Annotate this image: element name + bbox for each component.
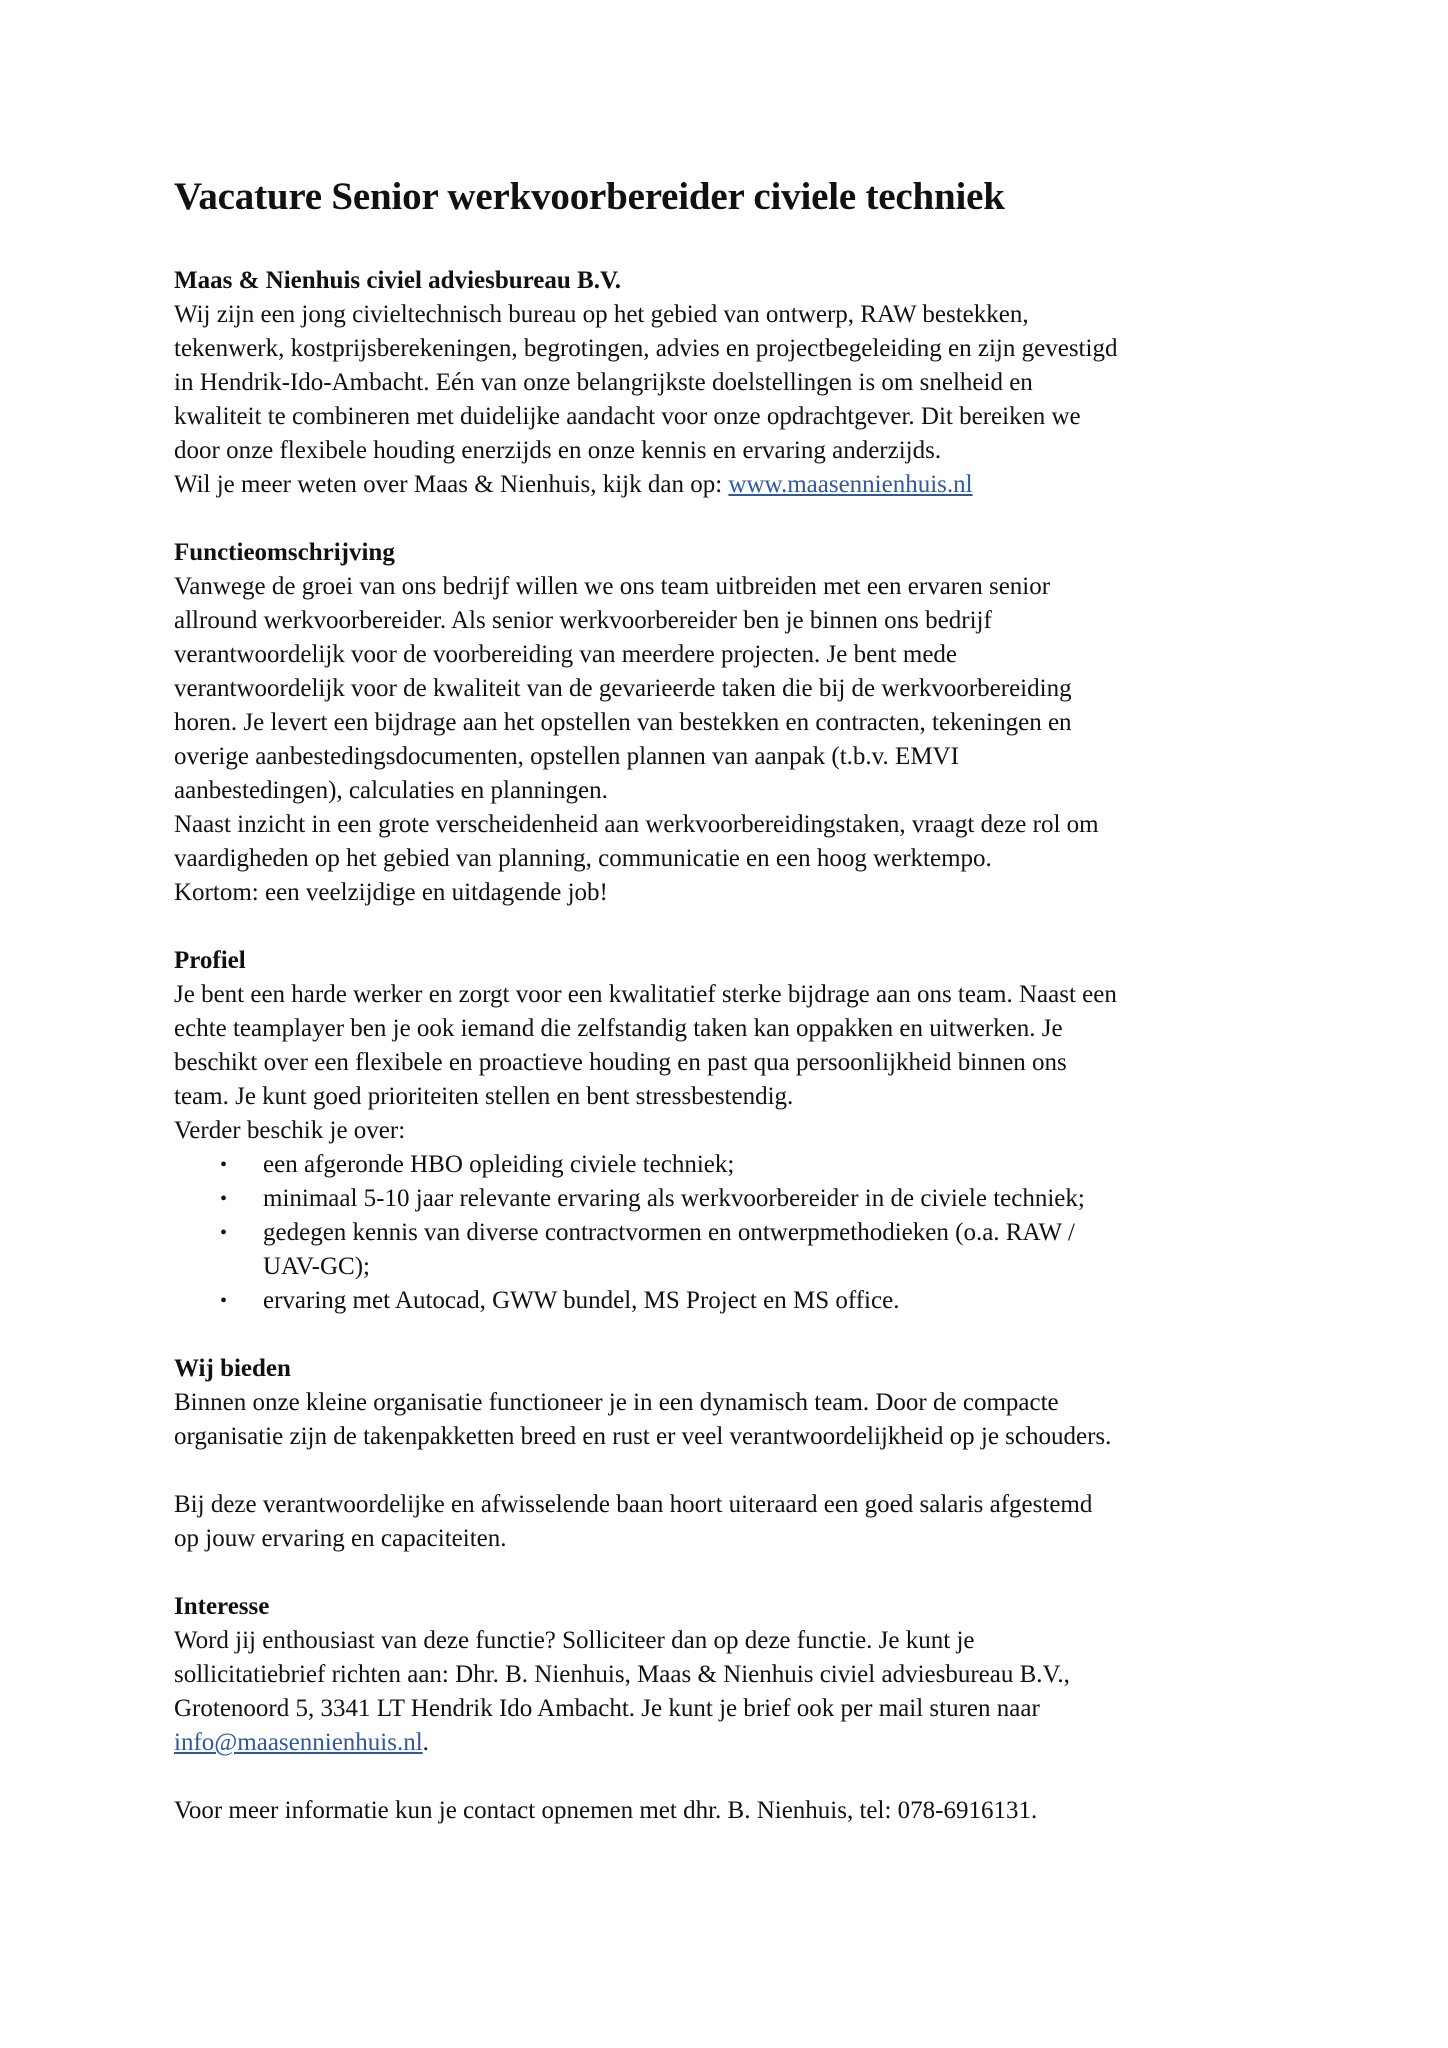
list-item [174,1148,1314,1182]
contact-line: Voor meer informatie kun je contact opnemen met dhr. B. Nienhuis, tel: 078-6916131. [174,1797,1038,1824]
profile-line: beschikt over een flexibele en proactieve houding en past qua persoonlijkheid binnen ons [174,1049,1067,1076]
company-more-line [174,468,1314,502]
company-heading: Maas & Nienhuis civiel adviesbureau B.V. [174,267,622,294]
function-line: aanbestedingen), calculaties en planningen. [174,777,608,804]
bullet-icon: • [220,1154,228,1176]
function-heading: Functieomschrijving [174,539,395,566]
function-line: verantwoordelijk voor de voorbereiding van meerdere projecten. Je bent mede [174,641,958,668]
email-link[interactable]: info@maasennienhuis.nl [174,1729,423,1756]
interest-section [174,1590,1314,1828]
function-line: Vanwege de groei van ons bedrijf willen we ons team uitbreiden met een ervaren senior [174,573,1051,600]
interest-heading: Interesse [174,1593,270,1620]
profile-line: echte teamplayer ben je ook iemand die zelfstandig taken kan oppakken en uitwerken. Je [174,1015,1063,1042]
profile-line: Verder beschik je over: [174,1117,406,1144]
interest-line: sollicitatiebrief richten aan: Dhr. B. Nienhuis, Maas & Nienhuis civiel adviesbureau B.V., [174,1661,1070,1688]
offer-line: Bij deze verantwoordelijke en afwisselende baan hoort uiteraard een goed salaris afgestemd [174,1491,1093,1518]
document-page [174,174,1314,1862]
profile-section [174,944,1314,1318]
function-section [174,536,1314,910]
company-more-text: Wil je meer weten over Maas & Nienhuis, kijk dan op: [174,471,729,498]
function-line: allround werkvoorbereider. Als senior werkvoorbereider ben je binnen ons bedrijf [174,607,992,634]
company-line: tekenwerk, kostprijsberekeningen, begrotingen, advies en projectbegeleiding en zijn gevestigd [174,335,1118,362]
interest-line: Grotenoord 5, 3341 LT Hendrik Ido Ambacht. Je kunt je brief ook per mail sturen naar [174,1695,1040,1722]
paragraph-spacer [174,1454,1314,1488]
page-title: Vacature Senior werkvoorbereider civiele techniek [174,175,1005,218]
requirements-list [174,1148,1314,1318]
profile-line: Je bent een harde werker en zorgt voor een kwalitatief sterke bijdrage aan ons team. Naast een [174,981,1117,1008]
interest-line: Word jij enthousiast van deze functie? Solliciteer dan op deze functie. Je kunt je [174,1627,975,1654]
profile-line: team. Je kunt goed prioriteiten stellen en bent stressbestendig. [174,1083,794,1110]
email-suffix: . [422,1729,429,1756]
bullet-icon: • [220,1290,228,1312]
offer-section [174,1352,1314,1556]
profile-heading: Profiel [174,947,246,974]
company-line: Wij zijn een jong civieltechnisch bureau op het gebied van ontwerp, RAW bestekken, [174,301,1029,328]
offer-line: op jouw ervaring en capaciteiten. [174,1525,507,1552]
list-item [174,1216,1314,1284]
offer-line: Binnen onze kleine organisatie functioneer je in een dynamisch team. Door de compacte [174,1389,1059,1416]
function-line: horen. Je levert een bijdrage aan het opstellen van bestekken en contracten, tekeningen en [174,709,1072,736]
bullet-icon: • [220,1222,228,1244]
list-item-text: gedegen kennis van diverse contractvormen en ontwerpmethodieken (o.a. RAW / [263,1219,1075,1246]
list-item [174,1182,1314,1216]
function-line: Naast inzicht in een grote verscheidenheid aan werkvoorbereidingstaken, vraagt deze rol om [174,811,1099,838]
function-line: Kortom: een veelzijdige en uitdagende job! [174,879,608,906]
list-item-text: een afgeronde HBO opleiding civiele techniek; [263,1151,735,1178]
bullet-icon: • [220,1188,228,1210]
offer-line: organisatie zijn de takenpakketten breed en rust er veel verantwoordelijkheid op je schouders. [174,1423,1112,1450]
list-item-text: ervaring met Autocad, GWW bundel, MS Project en MS office. [263,1287,900,1314]
list-item-text: minimaal 5-10 jaar relevante ervaring als werkvoorbereider in de civiele techniek; [263,1185,1085,1212]
company-line: kwaliteit te combineren met duidelijke aandacht voor onze opdrachtgever. Dit bereiken we [174,403,1081,430]
company-line: in Hendrik-Ido-Ambacht. Eén van onze belangrijkste doelstellingen is om snelheid en [174,369,1033,396]
function-line: verantwoordelijk voor de kwaliteit van de gevarieerde taken die bij de werkvoorbereiding [174,675,1072,702]
email-line [174,1726,1314,1760]
offer-heading: Wij bieden [174,1355,291,1382]
list-item [174,1284,1314,1318]
function-line: vaardigheden op het gebied van planning, communicatie en een hoog werktempo. [174,845,992,872]
list-item-text: UAV-GC); [263,1253,370,1280]
website-link[interactable]: www.maasennienhuis.nl [728,471,973,498]
function-line: overige aanbestedingsdocumenten, opstellen plannen van aanpak (t.b.v. EMVI [174,743,959,770]
paragraph-spacer [174,1760,1314,1794]
company-line: door onze flexibele houding enerzijds en onze kennis en ervaring anderzijds. [174,437,942,464]
company-section [174,264,1314,502]
